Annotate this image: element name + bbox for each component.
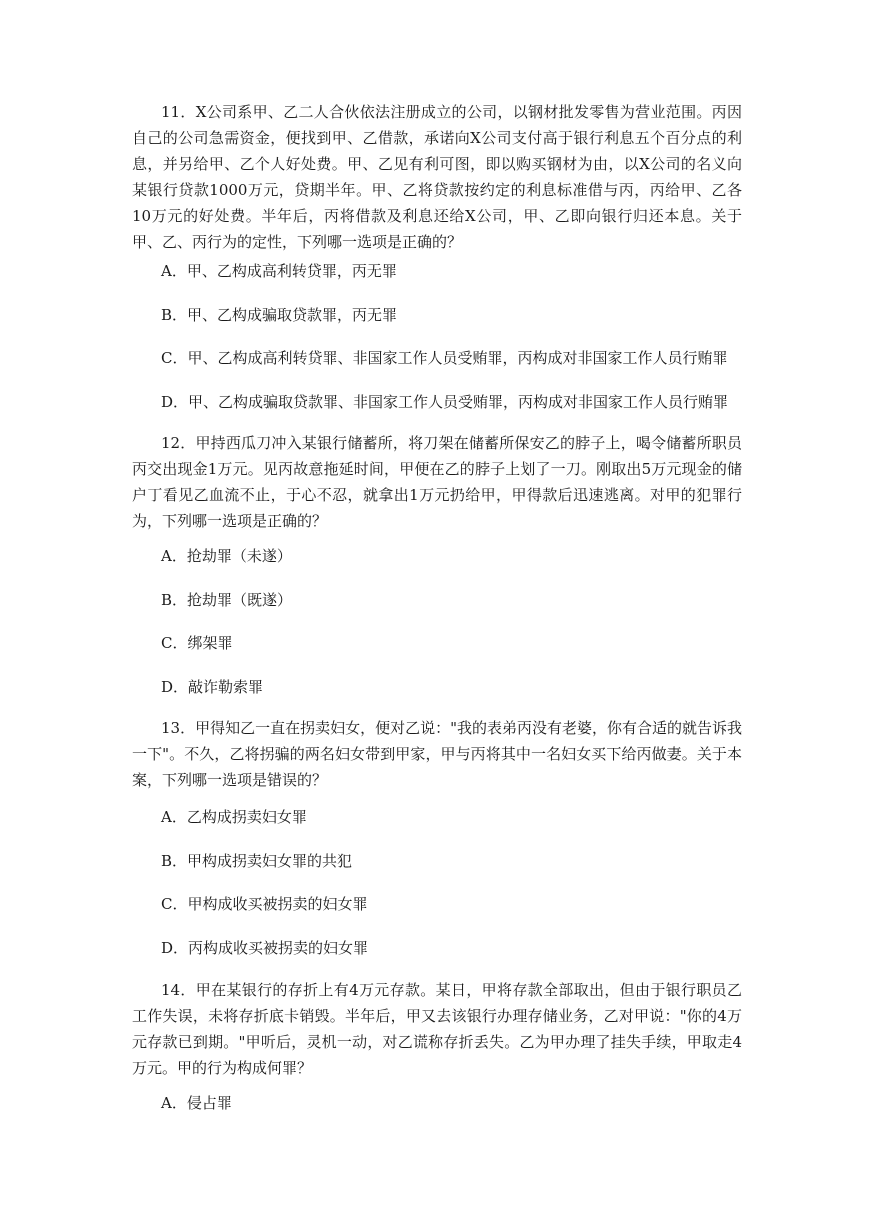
- question-11-option-a: A．甲、乙构成高利转贷罪，丙无罪: [161, 262, 397, 280]
- question-12-option-a: A．抢劫罪（未遂）: [161, 547, 292, 565]
- question-11-option-d: D．甲、乙构成骗取贷款罪、非国家工作人员受贿罪，丙构成对非国家工作人员行贿罪: [161, 393, 729, 411]
- question-14-option-a: A．侵占罪: [161, 1094, 232, 1112]
- question-12-stem: 12．甲持西瓜刀冲入某银行储蓄所，将刀架在储蓄所保安乙的脖子上，喝令储蓄所职员丙交出现金1万元。见丙故意拖延时间，甲便在乙的脖子上划了一刀。刚取出5万元现金的储户丁看见乙血流不止，于心不忍，就拿出1万元扔给甲，甲得款后迅速逃离。对甲的犯罪行为，下列哪一选项是正确的？: [132, 434, 742, 530]
- question-13-option-c: C．甲构成收买被拐卖的妇女罪: [161, 895, 368, 913]
- question-11-option-c: C．甲、乙构成高利转贷罪、非国家工作人员受贿罪，丙构成对非国家工作人员行贿罪: [161, 349, 728, 367]
- question-12-option-c: C．绑架罪: [161, 634, 233, 652]
- question-13-option-b: B．甲构成拐卖妇女罪的共犯: [161, 852, 353, 870]
- question-11-option-b: B．甲、乙构成骗取贷款罪，丙无罪: [161, 306, 398, 324]
- question-12-option-d: D．敲诈勒索罪: [161, 678, 264, 696]
- question-13-option-a: A．乙构成拐卖妇女罪: [161, 808, 307, 826]
- question-11-stem: 11．X公司系甲、乙二人合伙依法注册成立的公司，以钢材批发零售为营业范围。丙因自己的公司急需资金，便找到甲、乙借款，承诺向X公司支付高于银行利息五个百分点的利息，并另给甲、乙个人好处费。甲、乙见有利可图，即以购买钢材为由，以X公司的名义向某银行贷款1000万元，贷期半年。甲、乙将贷款按约定的利息标准借与丙，丙给甲、乙各10万元的好处费。半年后，丙将借款及利息还给X公司，甲、乙即向银行归还本息。关于甲、乙、丙行为的定性，下列哪一选项是正确的？: [132, 103, 742, 251]
- question-13-option-d: D．丙构成收买被拐卖的妇女罪: [161, 939, 369, 957]
- question-12-option-b: B．抢劫罪（既遂）: [161, 591, 293, 609]
- question-14-stem: 14．甲在某银行的存折上有4万元存款。某日，甲将存款全部取出，但由于银行职员乙工作失误，未将存折底卡销毁。半年后，甲又去该银行办理存储业务，乙对甲说："你的4万元存款已到期。"甲听后，灵机一动，对乙谎称存折丢失。乙为甲办理了挂失手续，甲取走4万元。甲的行为构成何罪？: [132, 981, 742, 1077]
- question-13-stem: 13．甲得知乙一直在拐卖妇女，便对乙说："我的表弟丙没有老婆，你有合适的就告诉我一下"。不久，乙将拐骗的两名妇女带到甲家，甲与丙将其中一名妇女买下给丙做妻。关于本案，下列哪一选项是错误的？: [132, 719, 742, 789]
